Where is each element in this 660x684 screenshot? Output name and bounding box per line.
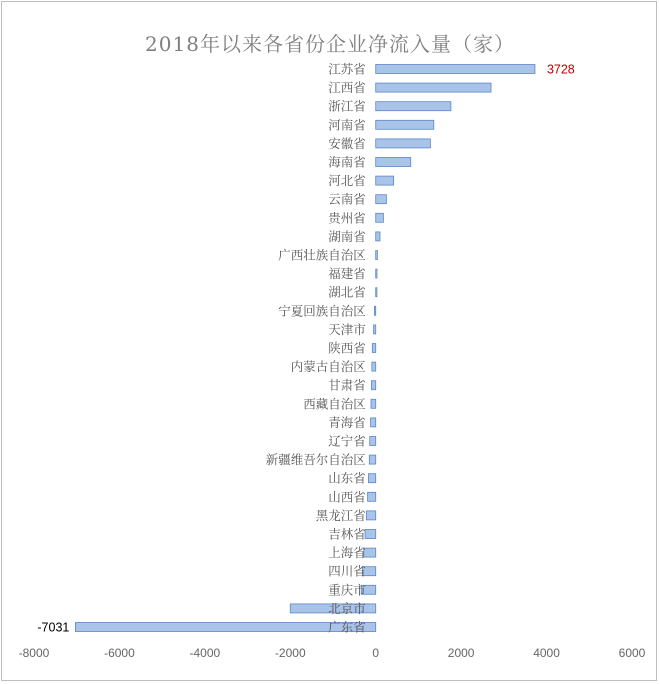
category-label: 云南省 bbox=[328, 191, 366, 207]
chart-title: 2018年以来各省份企业净流入量（家） bbox=[145, 32, 515, 56]
category-label: 西藏自治区 bbox=[303, 396, 366, 412]
x-tick-label: -6000 bbox=[104, 646, 135, 660]
bar-14 bbox=[374, 325, 376, 334]
category-label: 福建省 bbox=[328, 266, 366, 282]
category-label: 宁夏回族自治区 bbox=[278, 303, 366, 319]
bar-22 bbox=[368, 474, 375, 483]
category-label: 安徽省 bbox=[328, 135, 366, 151]
bar-11 bbox=[376, 269, 377, 278]
bar-0 bbox=[376, 65, 535, 74]
category-label: 江西省 bbox=[328, 80, 366, 96]
bar-17 bbox=[371, 381, 375, 390]
category-labels-group bbox=[266, 62, 367, 635]
bar-4 bbox=[376, 139, 431, 148]
category-label: 湖南省 bbox=[328, 228, 366, 244]
x-tick-label: -4000 bbox=[189, 646, 221, 660]
bar-16 bbox=[372, 362, 376, 371]
category-label: 甘肃省 bbox=[328, 377, 366, 393]
category-label: 内蒙古自治区 bbox=[290, 359, 366, 375]
category-label: 浙江省 bbox=[328, 98, 366, 114]
category-label: 北京市 bbox=[328, 600, 366, 616]
category-label: 天津市 bbox=[328, 321, 366, 337]
category-label: 青海省 bbox=[328, 414, 366, 430]
bar-24 bbox=[366, 511, 375, 520]
category-label: 广西壮族自治区 bbox=[278, 247, 366, 263]
category-label: 湖北省 bbox=[328, 284, 366, 300]
data-label: 3728 bbox=[546, 62, 575, 77]
bar-15 bbox=[372, 344, 375, 353]
bar-6 bbox=[376, 176, 394, 185]
bar-23 bbox=[368, 492, 376, 501]
x-axis-ticks-group bbox=[19, 646, 646, 660]
bars-group bbox=[75, 65, 535, 632]
bar-10 bbox=[376, 251, 378, 260]
data-labels-group bbox=[37, 63, 574, 635]
category-label: 上海省 bbox=[328, 545, 366, 561]
bar-20 bbox=[370, 437, 376, 446]
category-label: 四川省 bbox=[328, 563, 366, 579]
category-label: 广东省 bbox=[328, 619, 366, 635]
x-tick-label: 2000 bbox=[447, 646, 475, 660]
bar-21 bbox=[369, 455, 375, 464]
category-label: 海南省 bbox=[328, 154, 366, 170]
x-tick-label: 6000 bbox=[618, 646, 646, 660]
bar-12 bbox=[376, 288, 377, 297]
bar-3 bbox=[376, 120, 434, 129]
x-tick-label: 0 bbox=[372, 646, 380, 660]
x-tick-label: -8000 bbox=[18, 646, 50, 660]
category-label: 贵州省 bbox=[328, 210, 366, 226]
bar-18 bbox=[371, 399, 376, 408]
bar-25 bbox=[365, 530, 376, 539]
bar-2 bbox=[376, 102, 451, 111]
bar-5 bbox=[376, 158, 411, 167]
x-tick-label: 4000 bbox=[533, 646, 560, 660]
category-label: 山西省 bbox=[328, 489, 366, 505]
category-label: 重庆市 bbox=[328, 582, 366, 598]
category-label: 辽宁省 bbox=[328, 433, 366, 449]
category-label: 河南省 bbox=[328, 117, 366, 133]
bar-8 bbox=[376, 213, 384, 222]
category-label: 陕西省 bbox=[328, 340, 366, 356]
bar-1 bbox=[376, 83, 491, 92]
category-label: 吉林省 bbox=[328, 526, 366, 542]
bar-19 bbox=[371, 418, 376, 427]
category-label: 山东省 bbox=[328, 470, 366, 486]
category-label: 江苏省 bbox=[328, 61, 366, 77]
bar-13 bbox=[374, 306, 375, 315]
bar-7 bbox=[376, 195, 387, 204]
category-label: 新疆维吾尔自治区 bbox=[265, 452, 366, 468]
category-label: 河北省 bbox=[328, 173, 366, 189]
x-tick-label: -2000 bbox=[274, 646, 306, 660]
data-label: -7031 bbox=[37, 620, 70, 635]
category-label: 黑龙江省 bbox=[315, 507, 366, 523]
bar-9 bbox=[376, 232, 380, 241]
